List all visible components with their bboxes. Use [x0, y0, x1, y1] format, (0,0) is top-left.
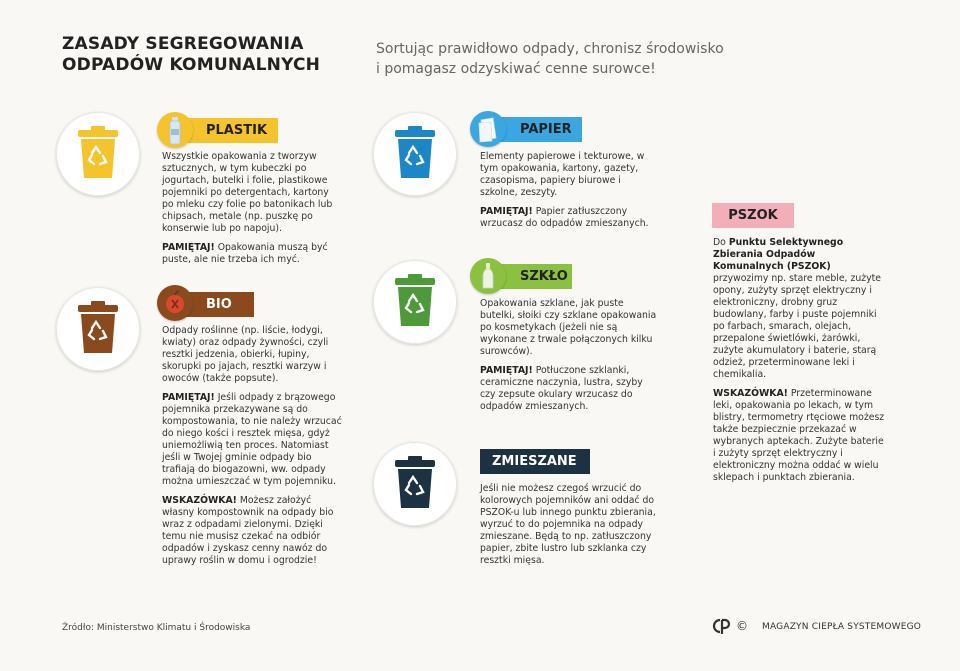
- plastik-bin-circle: [56, 112, 140, 196]
- bio-bin-circle: [56, 287, 140, 371]
- papier-label: PAPIER: [490, 117, 582, 142]
- pszok-tip: [713, 388, 885, 484]
- plastik-description: [162, 151, 342, 273]
- papier-description: [480, 151, 660, 237]
- bio-text: Odpady roślinne (np. liście, łodygi, kwiaty) oraz odpady żywności, czyli resztki jedzenia, obierki, łupiny, skorupki po jajach, resztki warzyw i owoców (także popsute).: [162, 325, 329, 384]
- papier-note-label: PAMIĘTAJ!: [480, 206, 533, 217]
- zmieszane-description: [480, 483, 660, 574]
- page-title-line2: ODPADÓW KOMUNALNYCH: [62, 55, 321, 75]
- szklo-description: [480, 298, 660, 420]
- bio-note-label: PAMIĘTAJ!: [162, 392, 215, 403]
- pszok-intro-start: Do: [713, 237, 729, 248]
- glass-bottle-icon: [470, 258, 506, 294]
- page-title-line1: ZASADY SEGREGOWANIA: [62, 34, 304, 54]
- source-note: Źródło: Ministerstwo Klimatu i Środowiska: [62, 623, 251, 633]
- szklo-bin-circle: [373, 260, 457, 344]
- bio-tip-label: WSKAZÓWKA!: [162, 495, 237, 506]
- zmieszane-label: ZMIESZANE: [480, 449, 590, 474]
- pszok-tip-text: Przeterminowane leki, opakowania po lekach, w tym blistry, termometry rtęciowe możesz także bezpiecznie przekazać w wybranych aptekach. Zużyte baterie i zużyty sprzęt elektryczny i elektroniczny można oddać w wielu sklepach i punktach zbierania.: [713, 388, 885, 483]
- szklo-note: [480, 365, 660, 413]
- szklo-label: SZKŁO: [490, 264, 572, 289]
- plastik-note-label: PAMIĘTAJ!: [162, 242, 215, 253]
- papier-bin-icon: [393, 126, 437, 180]
- plastik-bin-icon: [76, 126, 120, 180]
- pszok-label: PSZOK: [712, 203, 794, 228]
- zmieszane-bin-circle: [373, 442, 457, 526]
- apple-icon: [157, 285, 193, 321]
- bio-description: [162, 325, 344, 574]
- plastik-note: [162, 242, 342, 266]
- zmieszane-text: Jeśli nie możesz czegoś wrzucić do kolorowych pojemników ani oddać do PSZOK-u lub innego punktu zbierania, wyrzuć to do pojemnika na odpady zmieszane. Będą to np. zatłuszczony papier, zbite lustro lub szklanka czy resztki mięsa.: [480, 483, 656, 566]
- copyright-icon: ©: [736, 619, 748, 633]
- bio-tip: [162, 495, 344, 567]
- pszok-intro-bold: Punktu Selektywnego Zbierania Odpadów Komunalnych (PSZOK): [713, 237, 844, 272]
- pszok-intro-rest: przywozimy np. stare meble, zużyte opony, zużyty sprzęt elektryczny i elektroniczny, drobny gruz budowlany, farby i puste pojemniki po farbach, smarach, olejach, przepalone świetlówki, żarówki, zużyte akumulatory i baterie, starą odzież, przeterminowane leki i chemikalia.: [713, 273, 881, 380]
- szklo-note-label: PAMIĘTAJ!: [480, 365, 533, 376]
- papier-bin-circle: [373, 112, 457, 196]
- page-subtitle-line1: Sortując prawidłowo odpady, chronisz środowisko: [376, 41, 724, 57]
- page-subtitle-line2: i pomagasz odzyskiwać cenne surowce!: [376, 61, 656, 77]
- bio-note-text: Jeśli odpady z brązowego pojemnika przekazywane są do kompostowania, to nie należy wrzucać do niego kości i resztek mięsa, gdyż uniemożliwią ten proces. Natomiast jeśli w Twojej gminie odpady bio trafiają do biogazowni, ww. odpady można umieszczać w tym pojemniku.: [162, 392, 342, 487]
- page-subtitle: [376, 39, 724, 79]
- pszok-tip-label: WSKAZÓWKA!: [713, 388, 788, 399]
- papier-note-text: Papier zatłuszczony wrzucasz do odpadów zmieszanych.: [480, 206, 649, 229]
- bio-bin-icon: [76, 301, 120, 355]
- bio-tip-text: Możesz założyć własny kompostownik na odpady bio wraz z odpadami zielonymi. Dzięki temu nie musisz czekać na odbiór odpadów i zyskasz cenny nawóz do uprawy roślin w domu i ogrodzie!: [162, 495, 334, 566]
- zmieszane-bin-icon: [393, 456, 437, 510]
- plastik-label: PLASTIK: [176, 118, 278, 143]
- plastik-note-text: Opakowania muszą być puste, ale nie trzeba ich myć.: [162, 242, 328, 265]
- pszok-intro: [713, 237, 885, 381]
- footer-brand: MAGAZYN CIEPŁA SYSTEMOWEGO: [762, 622, 922, 632]
- bio-note: [162, 392, 344, 488]
- bio-label: BIO: [176, 292, 254, 317]
- pszok-description: [713, 237, 885, 491]
- szklo-bin-icon: [393, 274, 437, 328]
- papier-text: Elementy papierowe i tekturowe, w tym opakowania, kartony, gazety, czasopisma, papiery biurowe i szkolne, zeszyty.: [480, 151, 645, 198]
- plastic-bottle-icon: [157, 112, 193, 148]
- papier-note: [480, 206, 660, 230]
- szklo-text: Opakowania szklane, jak puste butelki, słoiki czy szklane opakowania po kosmetykach (jeżeli nie są wykonane z trwale połączonych kilku surowców).: [480, 298, 657, 357]
- page-title: [62, 34, 320, 76]
- szklo-note-text: Potłuczone szklanki, ceramiczne naczynia, lustra, szyby czy zepsute okulary wrzucasz do odpadów zmieszanych.: [480, 365, 643, 412]
- plastik-text: Wszystkie opakowania z tworzyw sztucznych, w tym kubeczki po jogurtach, butelki i folie, plastikowe pojemniki po detergentach, kartony po mleku czy folie po batonikach lub chipsach, metale (np. puszkę po konserwie lub po napoju).: [162, 151, 333, 234]
- paper-sheet-icon: [470, 111, 506, 147]
